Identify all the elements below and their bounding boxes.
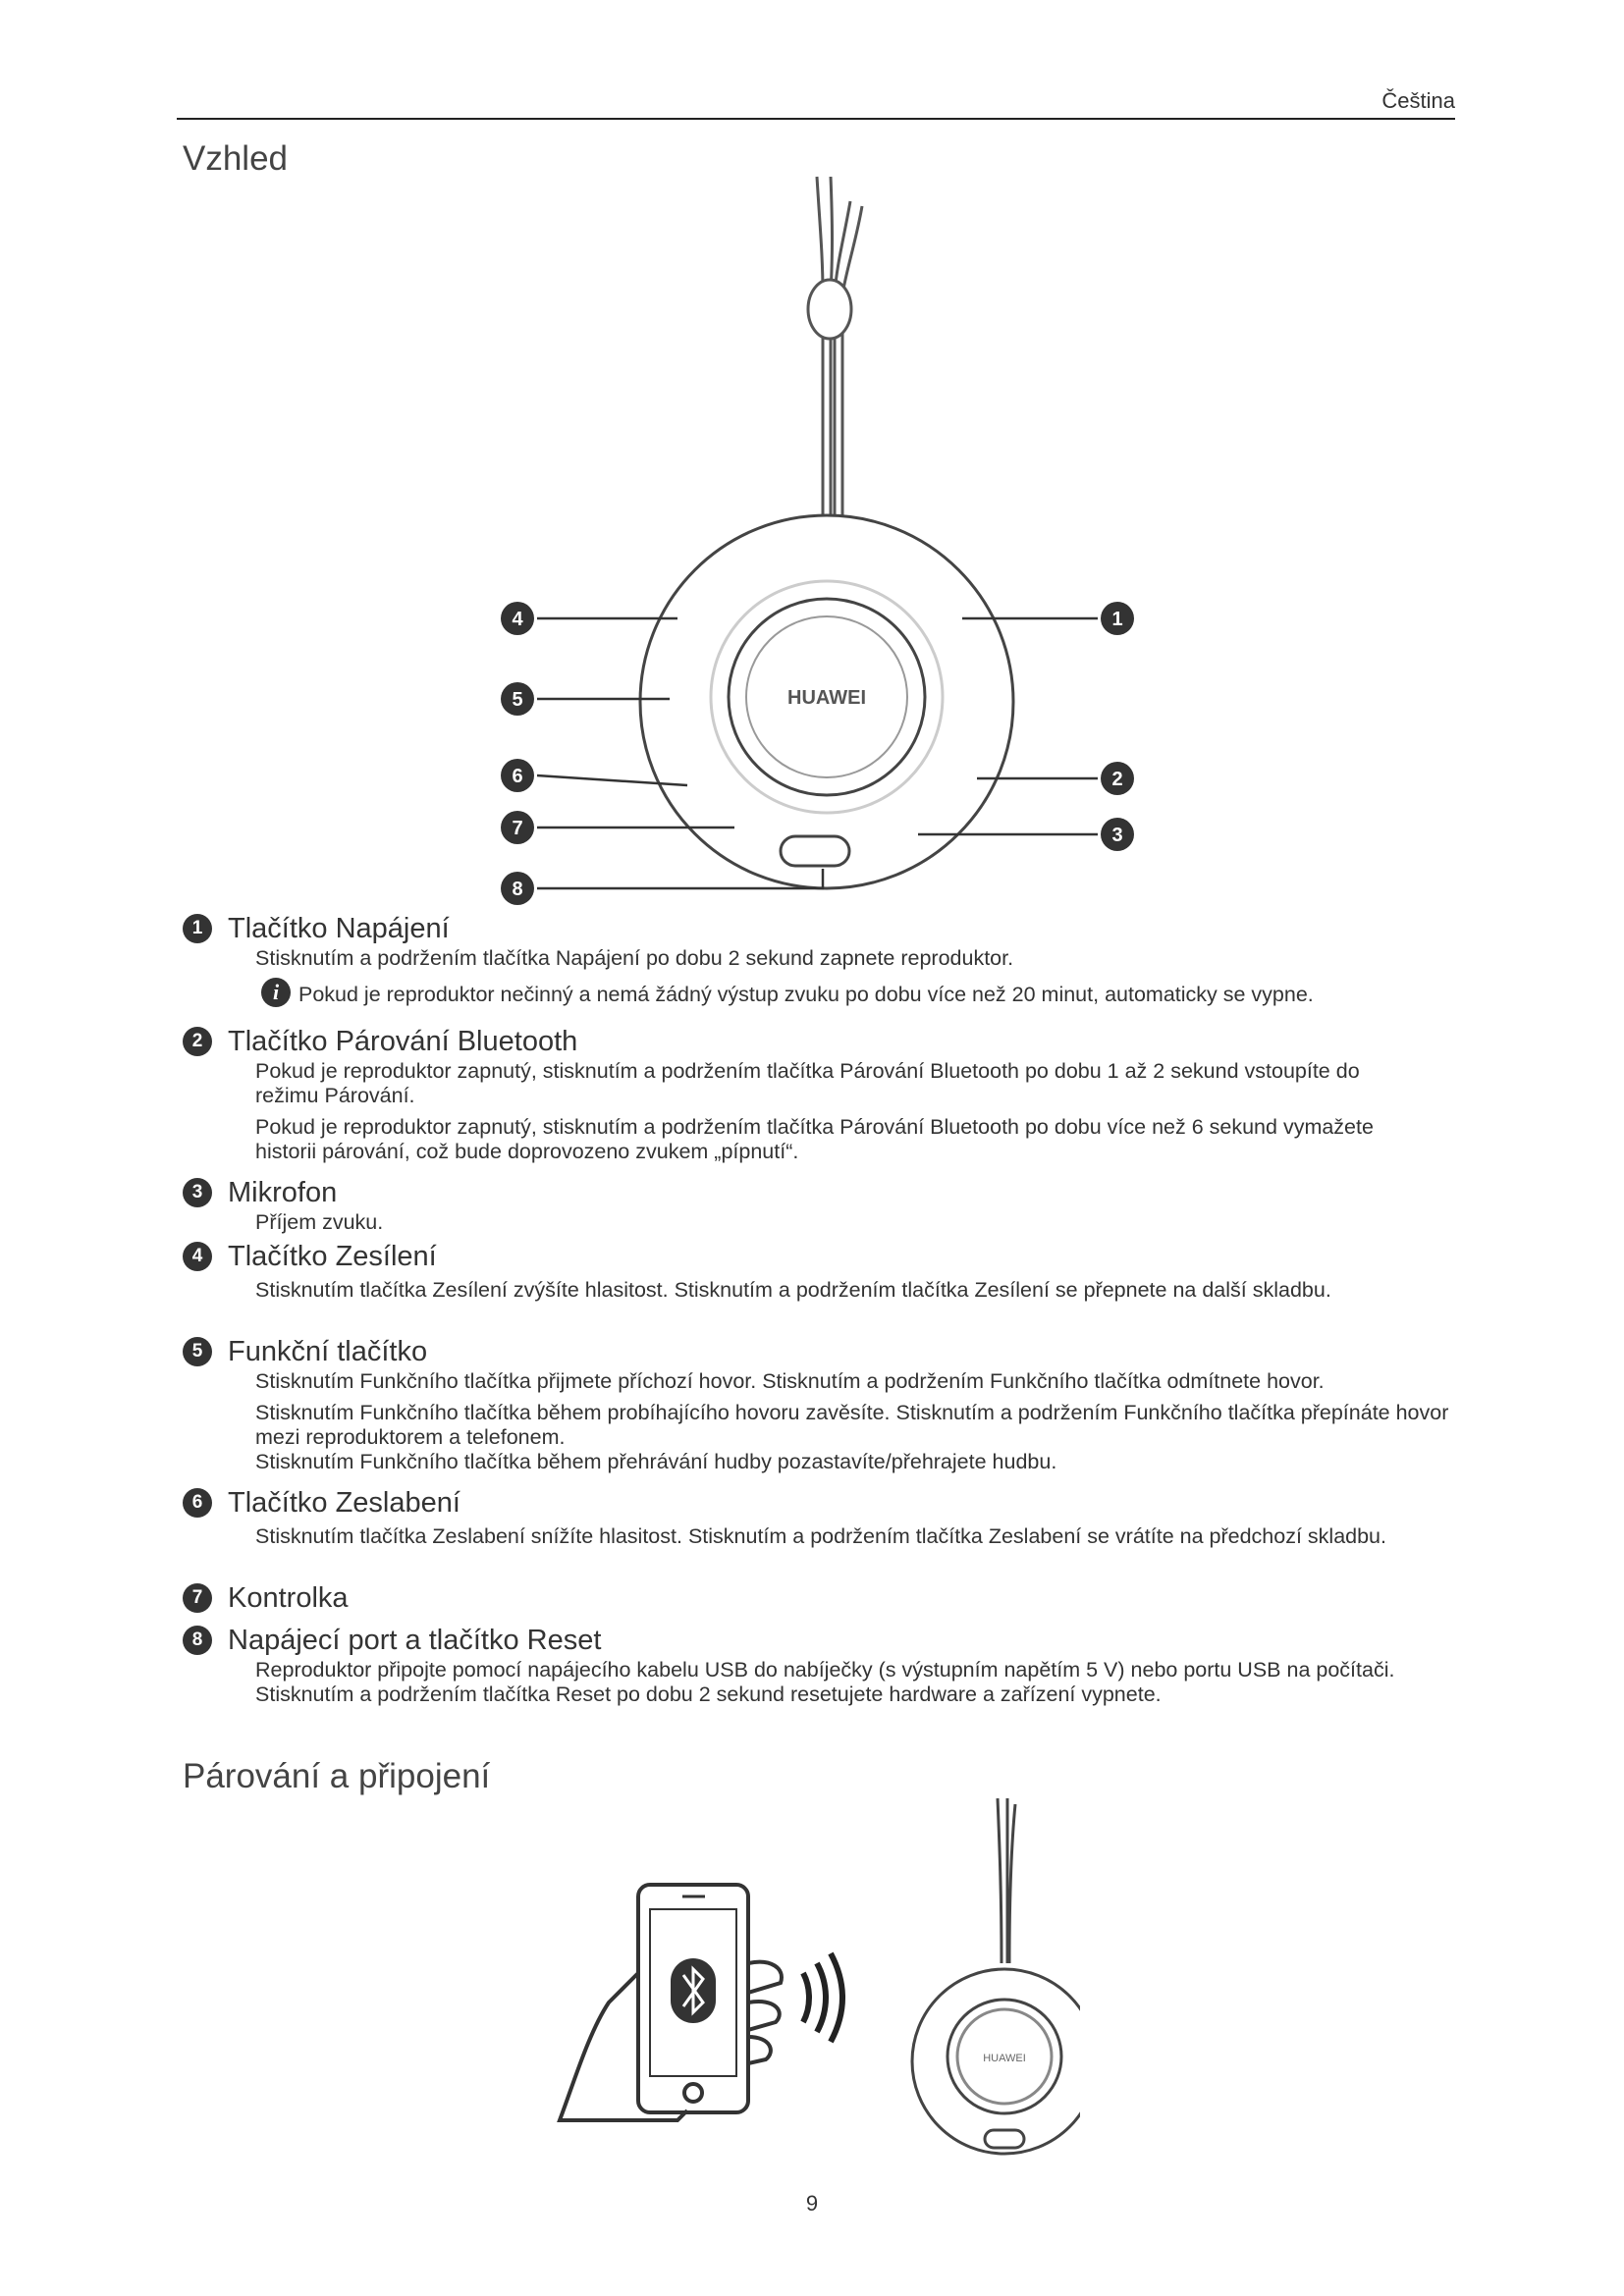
item-text: Stisknutím Funkčního tlačítka během přehrávání hudby pozastavíte/přehrajete hudbu. — [255, 1450, 1057, 1473]
svg-text:4: 4 — [512, 609, 523, 630]
item-title: Tlačítko Zeslabení — [228, 1486, 460, 1519]
item-text: Příjem zvuku. — [255, 1210, 384, 1234]
small-speaker — [912, 1798, 1080, 2154]
number-badge: 1 — [183, 914, 212, 943]
item-text: Stisknutím a podržením tlačítka Napájení po dobu 2 sekund zapnete reproduktor. — [255, 946, 1014, 970]
callout-3 — [1101, 818, 1134, 851]
header-divider — [177, 118, 1455, 120]
item-title: Tlačítko Zesílení — [228, 1240, 437, 1272]
item-text: Reproduktor připojte pomocí napájecího kabelu USB do nabíječky (s výstupním napětím 5 V) nebo portu USB na počítači. — [255, 1658, 1395, 1682]
item-text: Stisknutím Funkčního tlačítka během probíhajícího hovoru zavěsíte. Stisknutím a podržením Funkčního tlačítka přepínáte hovor mezi reproduktorem a telefonem. — [255, 1401, 1449, 1449]
item-title: Kontrolka — [228, 1581, 349, 1614]
bluetooth-icon — [671, 1958, 716, 2023]
pairing-illustration — [530, 1787, 1080, 2160]
sound-waves-icon — [803, 1953, 842, 2042]
small-speaker-logo: HUAWEI — [983, 2053, 1026, 2064]
item-text: Stisknutím tlačítka Zesílení zvýšíte hlasitost. Stisknutím a podržením tlačítka Zesílení se přepnete na další skladbu. — [255, 1278, 1331, 1302]
note — [261, 978, 1459, 1007]
info-icon: i — [261, 978, 291, 1007]
number-badge: 6 — [183, 1488, 212, 1518]
number-badge: 3 — [183, 1178, 212, 1207]
svg-text:6: 6 — [512, 766, 523, 787]
speaker-diagram — [471, 167, 1159, 913]
item-title: Funkční tlačítko — [228, 1335, 428, 1367]
item-title: Tlačítko Párování Bluetooth — [228, 1025, 578, 1057]
item-text: Stisknutím tlačítka Zeslabení snížíte hlasitost. Stisknutím a podržením tlačítka Zeslabení se vrátíte na předchozí skladbu. — [255, 1524, 1386, 1548]
callout-1 — [1101, 602, 1134, 635]
item-text: Pokud je reproduktor zapnutý, stisknutím a podržením tlačítka Párování Bluetooth po dobu více než 6 sekund vymažete historii párování, což bude doprovozeno zvukem „pípnutí“. — [255, 1115, 1374, 1163]
item-volume-down — [183, 1485, 1459, 1560]
note-text: Pokud je reproduktor nečinný a nemá žádný výstup zvuku po dobu více než 20 minut, automaticky se vypne. — [298, 983, 1314, 1006]
item-power-button — [183, 911, 1459, 1007]
item-power-port-reset — [183, 1623, 1459, 1714]
item-text: Stisknutím Funkčního tlačítka přijmete příchozí hovor. Stisknutím a podržením Funkčního tlačítka odmítnete hovor. — [255, 1369, 1325, 1393]
section-title-pairing: Párování a připojení — [183, 1757, 491, 1795]
callout-2 — [1101, 762, 1134, 795]
svg-text:1: 1 — [1111, 609, 1123, 630]
number-badge: 4 — [183, 1242, 212, 1271]
callout-5 — [501, 682, 534, 716]
page-number: 9 — [805, 2191, 819, 2216]
item-function-button — [183, 1334, 1459, 1481]
item-bluetooth-pairing — [183, 1024, 1459, 1171]
item-title: Mikrofon — [228, 1176, 338, 1208]
callout-7 — [501, 811, 534, 844]
callout-4 — [501, 602, 534, 635]
section-title-appearance: Vzhled — [183, 139, 289, 178]
callout-6 — [501, 759, 534, 792]
item-microphone — [183, 1175, 1459, 1242]
svg-text:8: 8 — [512, 879, 523, 900]
item-indicator — [183, 1580, 1459, 1616]
speaker-strap — [803, 177, 862, 543]
svg-text:2: 2 — [1111, 769, 1123, 790]
item-title: Tlačítko Napájení — [228, 912, 450, 944]
number-badge: 7 — [183, 1583, 212, 1613]
number-badge: 5 — [183, 1337, 212, 1366]
number-badge: 8 — [183, 1626, 212, 1655]
svg-text:7: 7 — [512, 818, 523, 839]
item-text: Stisknutím a podržením tlačítka Reset po dobu 2 sekund resetujete hardware a zařízení vypnete. — [255, 1682, 1162, 1706]
item-text: Pokud je reproduktor zapnutý, stisknutím a podržením tlačítka Párování Bluetooth po dobu 1 až 2 sekund vstoupíte do režimu Párování. — [255, 1059, 1360, 1107]
item-title: Napájecí port a tlačítko Reset — [228, 1624, 602, 1656]
svg-text:3: 3 — [1111, 825, 1123, 846]
svg-text:5: 5 — [512, 689, 523, 711]
callout-8 — [501, 872, 534, 905]
number-badge: 2 — [183, 1027, 212, 1056]
item-volume-up — [183, 1239, 1459, 1313]
speaker-logo: HUAWEI — [787, 687, 866, 709]
phone-in-hand — [560, 1885, 782, 2120]
header-language: Čeština — [1381, 88, 1455, 113]
